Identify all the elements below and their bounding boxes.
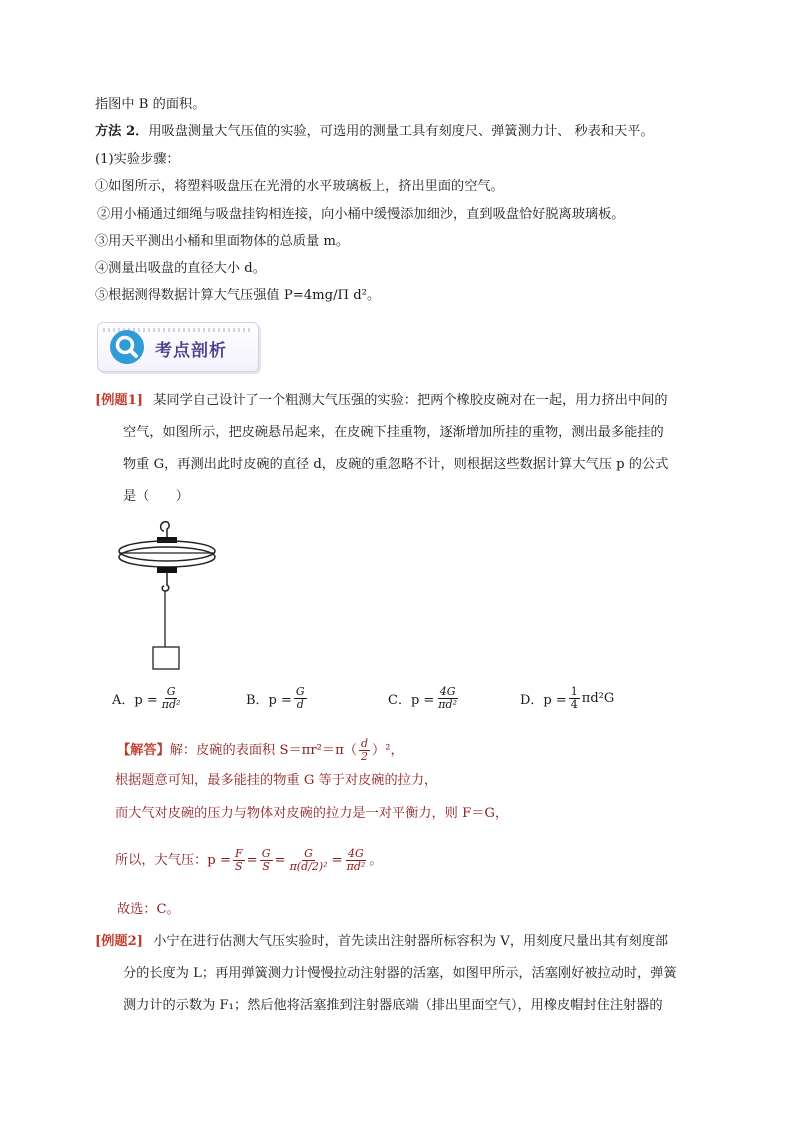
fraction-g-over-s: $\frac{G}{S}$ bbox=[261, 847, 271, 873]
example1-text-1: 某同学自己设计了一个粗测大气压强的实验：把两个橡胶皮碗对在一起，用力挤出中间的 bbox=[153, 393, 668, 408]
option-d-fraction: $\frac{1}{4}$ bbox=[570, 685, 578, 711]
intro-line: 指图中 B 的面积。 bbox=[95, 97, 206, 112]
example2-text-1: 小宁在进行估测大气压实验时，首先读出注射器所标容积为 V，用刻度尺量出其有刻度部 bbox=[153, 934, 669, 949]
step-2: ②用小桶通过细绳与吸盘挂钩相连接，向小桶中缓慢添加细沙，直到吸盘恰好脱离玻璃板。 bbox=[97, 207, 625, 222]
suction-cup-figure bbox=[112, 515, 222, 675]
steps-title: (1)实验步骤： bbox=[95, 152, 180, 167]
step-3: ③用天平测出小桶和里面物体的总质量 m。 bbox=[95, 234, 350, 249]
answer-area-end: ）²， bbox=[372, 742, 404, 758]
example2-line-1 bbox=[95, 933, 668, 951]
bottom-hook bbox=[162, 579, 169, 591]
option-c[interactable] bbox=[388, 686, 461, 711]
example2-line-2: 分的长度为 L；再用弹簧测力计慢慢拉动注射器的活塞，如图甲所示，活塞刚好被拉动时，弹簧 bbox=[123, 966, 677, 981]
badge-title: 考点剖析 bbox=[155, 341, 227, 361]
upper-cup bbox=[119, 541, 215, 561]
option-d-prefix: D．p = bbox=[520, 693, 567, 708]
option-a-fraction: $\frac{G}{\text{πd²}}$ bbox=[161, 685, 181, 711]
answer-d-over-2: $\frac{d}{2}$ bbox=[360, 737, 369, 763]
example1-line-4: 是（ ） bbox=[123, 489, 189, 504]
top-knob bbox=[157, 537, 177, 543]
method2-text: 用吸盘测量大气压值的实验，可选用的测量工具有刻度尺、弹簧测力计、 秒表和天平。 bbox=[148, 124, 654, 139]
option-a[interactable] bbox=[112, 686, 184, 711]
step-5: ⑤根据测得数据计算大气压强值 P=4mg/Π d²。 bbox=[95, 288, 381, 303]
equals-1: = bbox=[246, 852, 258, 868]
method2-line bbox=[95, 123, 654, 141]
step-4: ④测量出吸盘的直径大小 d。 bbox=[95, 261, 266, 276]
answer-line-1 bbox=[117, 738, 404, 763]
answer-label: 【解答】 bbox=[117, 742, 170, 758]
answer-line-3: 而大气对皮碗的压力与物体对皮碗的拉力是一对平衡力，则 F＝G， bbox=[115, 806, 509, 821]
option-c-prefix: C．p = bbox=[388, 693, 435, 708]
bottom-knob bbox=[157, 567, 177, 573]
answer-line-2: 根据题意可知，最多能挂的物重 G 等于对皮碗的拉力， bbox=[115, 773, 438, 788]
option-b-fraction: $\frac{G}{d}$ bbox=[295, 685, 305, 711]
fraction-g-over-area: $\frac{G}{\text{π(d/2)²}}$ bbox=[289, 847, 328, 873]
magnifier-icon bbox=[107, 327, 147, 367]
option-d-suffix: πd²G bbox=[581, 691, 615, 706]
method2-label: 方法 2． bbox=[95, 124, 149, 139]
example1-line-1 bbox=[95, 392, 668, 410]
option-b-prefix: B．p = bbox=[246, 693, 292, 708]
option-a-prefix: A．p = bbox=[112, 693, 158, 708]
section-badge bbox=[97, 322, 259, 372]
example1-label: [例题1] bbox=[95, 393, 144, 408]
answer-end-period: 。 bbox=[369, 852, 383, 868]
step-1: ①如图所示，将塑料吸盘压在光滑的水平玻璃板上，挤出里面的空气。 bbox=[95, 179, 504, 194]
fraction-f-over-s: $\frac{F}{S}$ bbox=[235, 847, 243, 873]
fraction-4g-over-pid2: $\frac{4G}{\text{πd²}}$ bbox=[346, 847, 366, 873]
example1-line-3: 物重 G，再测出此时皮碗的直径 d，皮碗的重忽略不计，则根据这些数据计算大气压 p 的公式 bbox=[123, 457, 669, 472]
example1-line-2: 空气，如图所示，把皮碗悬吊起来，在皮碗下挂重物，逐渐增加所挂的重物，测出最多能挂的 bbox=[123, 425, 664, 440]
option-d[interactable] bbox=[520, 686, 614, 711]
equals-3: = bbox=[331, 852, 343, 868]
example2-label: [例题2] bbox=[95, 934, 144, 949]
answer-area-text: 解：皮碗的表面积 S＝πr²＝π（ bbox=[169, 742, 357, 758]
pressure-label: 所以，大气压：p = bbox=[115, 852, 231, 868]
weight-block bbox=[153, 647, 179, 669]
option-b[interactable] bbox=[246, 686, 309, 711]
answer-line-4 bbox=[115, 848, 382, 873]
top-hook bbox=[161, 522, 170, 537]
option-c-fraction: $\frac{4G}{\text{πd²}}$ bbox=[438, 685, 457, 711]
equals-2: = bbox=[274, 852, 286, 868]
example2-line-3: 测力计的示数为 F₁；然后他将活塞推到注射器底端（排出里面空气），用橡皮帽封住注射器的 bbox=[123, 998, 663, 1013]
answer-choice: 故选：C。 bbox=[117, 902, 180, 917]
lower-cup bbox=[119, 547, 215, 567]
